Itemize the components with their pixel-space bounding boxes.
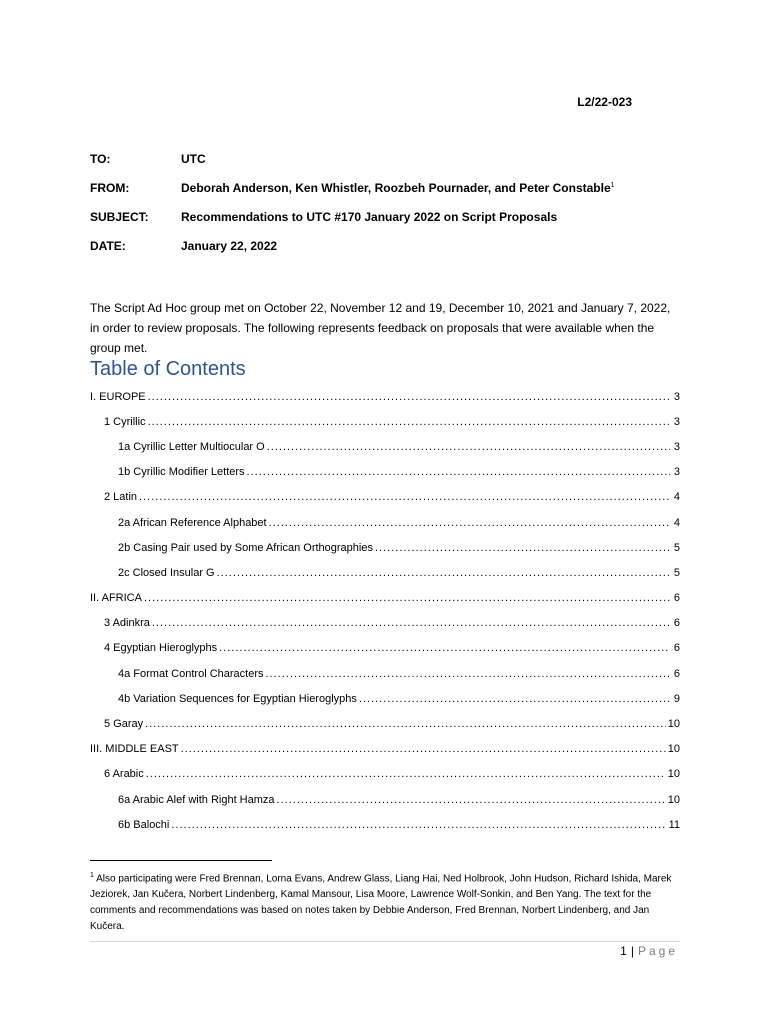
footer-divider bbox=[90, 941, 680, 942]
from-value: Deborah Anderson, Ken Whistler, Roozbeh Pournader, and Peter Constable bbox=[181, 181, 611, 195]
toc-entry[interactable] bbox=[90, 686, 680, 711]
date-value: January 22, 2022 bbox=[181, 239, 278, 253]
footnote bbox=[90, 868, 682, 935]
toc-entry[interactable] bbox=[90, 434, 680, 459]
toc-entry[interactable] bbox=[90, 535, 680, 560]
toc-entry-page: 5 bbox=[673, 541, 680, 554]
toc-entry-label: 4 Egyptian Hieroglyphs bbox=[104, 642, 218, 655]
footnote-divider bbox=[90, 860, 272, 861]
toc-entry-label: 6 Arabic bbox=[104, 768, 144, 781]
toc-entry[interactable] bbox=[90, 586, 680, 611]
toc-entry[interactable] bbox=[90, 636, 680, 661]
page-number: 1 bbox=[620, 944, 627, 958]
toc-entry-page: 10 bbox=[667, 793, 680, 806]
intro-paragraph: The Script Ad Hoc group met on October 22, November 12 and 19, December 10, 2021 and January 7, 2022, in order to review proposals. The following represents feedback on proposals that were available when the group met. bbox=[90, 301, 671, 355]
memo-from-row bbox=[90, 181, 680, 210]
toc-dot-leader bbox=[269, 517, 670, 529]
toc-dot-leader bbox=[148, 391, 670, 403]
toc-entry[interactable] bbox=[90, 787, 680, 812]
page-footer bbox=[620, 944, 678, 958]
toc-dot-leader bbox=[152, 617, 670, 629]
toc-dot-leader bbox=[145, 718, 666, 730]
toc-entry-label: III. MIDDLE EAST bbox=[90, 743, 179, 756]
document-number: L2/22-023 bbox=[577, 95, 632, 109]
from-label: FROM: bbox=[90, 181, 130, 195]
toc-dot-leader bbox=[266, 668, 671, 680]
toc-dot-leader bbox=[181, 743, 666, 755]
table-of-contents bbox=[90, 384, 680, 837]
toc-entry-page: 6 bbox=[673, 642, 680, 655]
toc-entry-label: 6a Arabic Alef with Right Hamza bbox=[118, 793, 275, 806]
date-label: DATE: bbox=[90, 239, 126, 253]
footer-separator: | bbox=[630, 944, 634, 958]
toc-dot-leader bbox=[359, 693, 670, 705]
toc-entry-page: 3 bbox=[673, 466, 680, 479]
toc-entry[interactable] bbox=[90, 611, 680, 636]
toc-entry[interactable] bbox=[90, 560, 680, 585]
toc-entry-page: 10 bbox=[667, 718, 680, 731]
to-value: UTC bbox=[181, 152, 206, 166]
toc-entry-label: 3 Adinkra bbox=[104, 617, 150, 630]
toc-dot-leader bbox=[277, 794, 666, 806]
toc-entry-label: II. AFRICA bbox=[90, 592, 142, 605]
toc-entry-page: 4 bbox=[673, 491, 680, 504]
toc-entry-page: 3 bbox=[673, 415, 680, 428]
memo-date-row bbox=[90, 239, 680, 268]
toc-entry-page: 5 bbox=[673, 566, 680, 579]
toc-dot-leader bbox=[217, 567, 670, 579]
toc-entry-page: 3 bbox=[673, 390, 680, 403]
toc-entry-page: 3 bbox=[673, 440, 680, 453]
toc-dot-leader bbox=[171, 819, 666, 831]
toc-entry-label: 1 Cyrillic bbox=[104, 415, 146, 428]
toc-entry[interactable] bbox=[90, 384, 680, 409]
memo-subject-row bbox=[90, 210, 680, 239]
toc-entry-label: 2 Latin bbox=[104, 491, 138, 504]
toc-entry-label: 5 Garay bbox=[104, 718, 144, 731]
footnote-text: Also participating were Fred Brennan, Lorna Evans, Andrew Glass, Liang Hai, Ned Holbrook, John Hudson, Richard Ishida, Marek Jeziorek, Jan Kučera, Norbert Lindenberg, Kamal Mansour, Lisa Moore, Lawrence Wolf-Sonkin, and Ben Yang. The text for the comments and recommendations was based on notes taken by Debbie Anderson, Fred Brennan, Norbert Lindenberg, and Jan Kučera. bbox=[90, 873, 672, 932]
toc-entry-label: 2a African Reference Alphabet bbox=[118, 516, 267, 529]
toc-entry-label: 4b Variation Sequences for Egyptian Hieroglyphs bbox=[118, 692, 357, 705]
toc-dot-leader bbox=[146, 768, 666, 780]
page-word: Page bbox=[637, 944, 678, 958]
from-value-wrapper bbox=[181, 181, 680, 210]
toc-entry-page: 9 bbox=[673, 692, 680, 705]
toc-entry-page: 6 bbox=[673, 592, 680, 605]
footnote-reference[interactable]: 1 bbox=[610, 182, 615, 189]
toc-entry-page: 11 bbox=[668, 818, 680, 831]
subject-label: SUBJECT: bbox=[90, 210, 149, 224]
toc-entry-page: 4 bbox=[673, 516, 680, 529]
toc-entry-label: 4a Format Control Characters bbox=[118, 667, 264, 680]
toc-dot-leader bbox=[219, 642, 670, 654]
toc-entry[interactable] bbox=[90, 510, 680, 535]
toc-entry-label: 2c Closed Insular G bbox=[118, 566, 215, 579]
toc-entry-label: 1a Cyrillic Letter Multiocular O bbox=[118, 440, 265, 453]
toc-entry[interactable] bbox=[90, 485, 680, 510]
to-label: TO: bbox=[90, 152, 111, 166]
memo-to-row bbox=[90, 152, 680, 181]
toc-dot-leader bbox=[148, 416, 670, 428]
toc-dot-leader bbox=[144, 592, 670, 604]
toc-dot-leader bbox=[247, 466, 670, 478]
toc-entry[interactable] bbox=[90, 737, 680, 762]
toc-entry[interactable] bbox=[90, 711, 680, 736]
toc-entry-page: 6 bbox=[673, 617, 680, 630]
toc-entry-label: 2b Casing Pair used by Some African Orthographies bbox=[118, 541, 373, 554]
toc-entry-label: 6b Balochi bbox=[118, 818, 170, 831]
toc-entry-page: 10 bbox=[667, 743, 680, 756]
toc-title: Table of Contents bbox=[90, 358, 246, 380]
toc-entry[interactable] bbox=[90, 812, 680, 837]
subject-value: Recommendations to UTC #170 January 2022 on Script Proposals bbox=[181, 210, 558, 224]
toc-entry[interactable] bbox=[90, 661, 680, 686]
toc-dot-leader bbox=[139, 491, 670, 503]
footnote-number: 1 bbox=[90, 872, 94, 879]
toc-entry[interactable] bbox=[90, 409, 680, 434]
toc-entry-label: 1b Cyrillic Modifier Letters bbox=[118, 466, 245, 479]
toc-entry-label: I. EUROPE bbox=[90, 390, 146, 403]
toc-entry-page: 10 bbox=[667, 768, 680, 781]
toc-dot-leader bbox=[267, 441, 670, 453]
toc-dot-leader bbox=[375, 542, 670, 554]
memo-header bbox=[90, 152, 680, 268]
toc-entry[interactable] bbox=[90, 460, 680, 485]
toc-entry-page: 6 bbox=[673, 667, 680, 680]
toc-entry[interactable] bbox=[90, 762, 680, 787]
